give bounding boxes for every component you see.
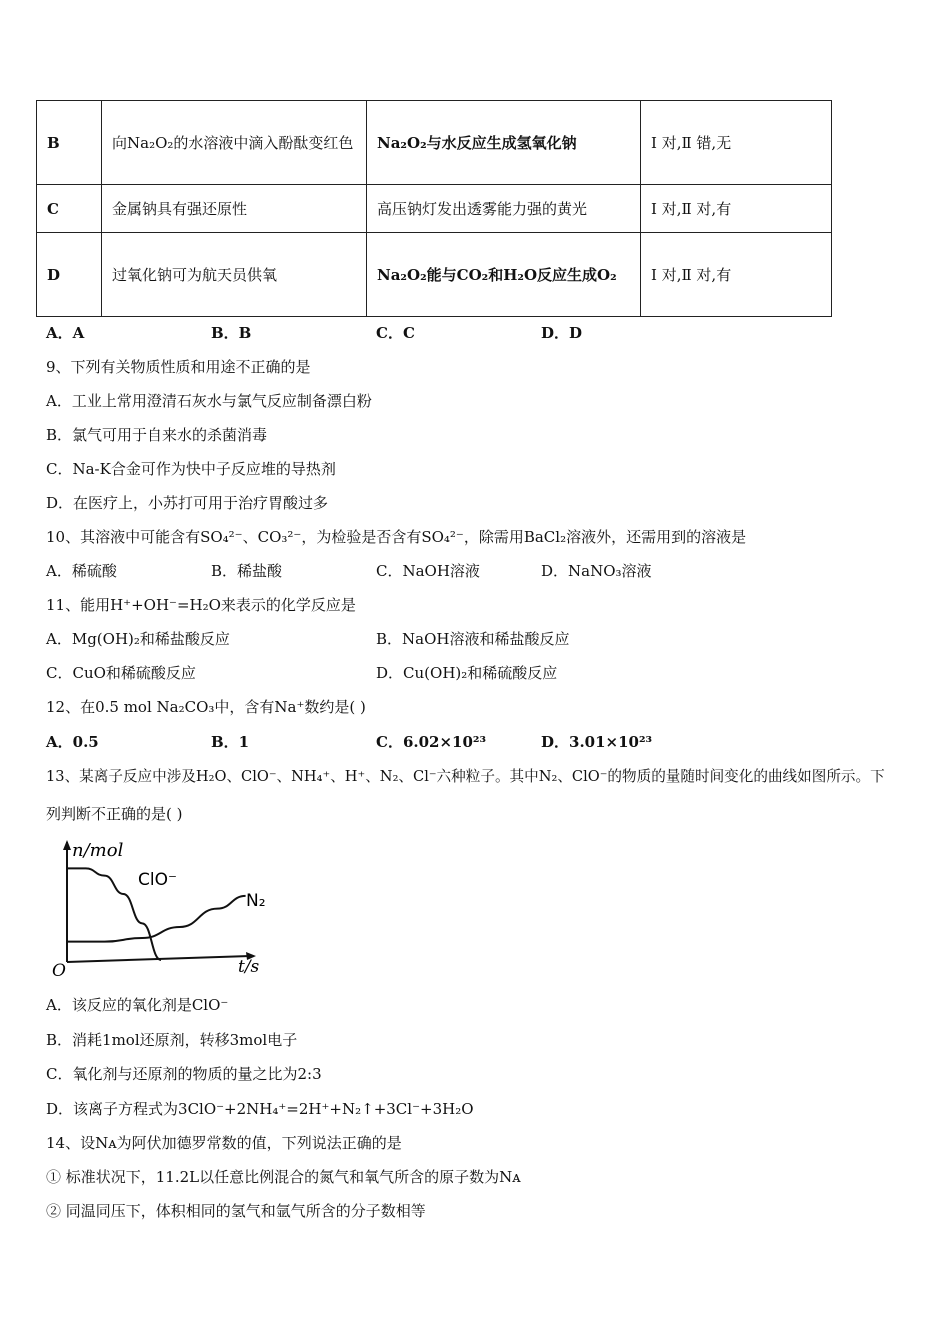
q14-stem: 14、设Nᴀ为阿伏加德罗常数的值，下列说法正确的是 [46, 1134, 402, 1152]
statement-1: 过氧化钠可为航天员供氧 [102, 233, 367, 317]
series-label-clo: ClO⁻ [138, 870, 177, 890]
q9-option-a[interactable]: A．工业上常用澄清石灰水与氯气反应制备漂白粉 [46, 392, 372, 410]
option-c[interactable]: C．6.02×10²³ [376, 733, 487, 751]
option-c[interactable]: C．CuO和稀硫酸反应 [46, 664, 196, 682]
q10-options [46, 560, 652, 581]
q8-options [46, 322, 582, 343]
option-b[interactable]: B．1 [211, 733, 250, 751]
x-axis-label: t/s [238, 957, 260, 977]
q14-item-1: ① 标准状况下，11.2L以任意比例混合的氮气和氧气所含的原子数为Nᴀ [46, 1168, 521, 1186]
judgement: Ⅰ 对,Ⅱ 对,有 [641, 185, 832, 233]
q13-stem-line1: 13、某离子反应中涉及H₂O、ClO⁻、NH₄⁺、H⁺、N₂、Cl⁻六种粒子。其中N₂、ClO⁻的物质的量随时间变化的曲线如图所示。下 [46, 768, 885, 785]
option-b[interactable]: B．稀盐酸 [211, 562, 283, 580]
option-d[interactable]: D．NaNO₃溶液 [541, 562, 652, 580]
row-label: B [37, 101, 102, 185]
q9-option-c[interactable]: C．Na-K合金可作为快中子反应堆的导热剂 [46, 460, 336, 478]
option-c[interactable]: C．NaOH溶液 [376, 562, 480, 580]
answer-table [36, 100, 832, 317]
judgement: Ⅰ 对,Ⅱ 对,有 [641, 233, 832, 317]
table-row [37, 233, 832, 317]
q13-option-c[interactable]: C．氧化剂与还原剂的物质的量之比为2:3 [46, 1065, 322, 1083]
option-a[interactable]: A．A [46, 324, 85, 342]
q11-options-row2 [46, 662, 557, 683]
statement-2: Na₂O₂能与CO₂和H₂O反应生成O₂ [367, 233, 641, 317]
q9-stem: 9、下列有关物质性质和用途不正确的是 [46, 358, 311, 376]
q13-stem-line2: 列判断不正确的是( ) [46, 805, 183, 823]
q12-stem: 12、在0.5 mol Na₂CO₃中，含有Na⁺数约是( ) [46, 698, 366, 716]
option-d[interactable]: D．D [541, 324, 583, 342]
table-row [37, 101, 832, 185]
series-line-n2 [67, 896, 246, 942]
statement-2: 高压钠灯发出透雾能力强的黄光 [367, 185, 641, 233]
n-t-chart [50, 838, 280, 980]
q13-option-d[interactable]: D．该离子方程式为3ClO⁻+2NH₄⁺=2H⁺+N₂↑+3Cl⁻+3H₂O [46, 1100, 474, 1118]
judgement: Ⅰ 对,Ⅱ 错,无 [641, 101, 832, 185]
q9-option-b[interactable]: B．氯气可用于自来水的杀菌消毒 [46, 426, 268, 444]
option-a[interactable]: A．稀硫酸 [46, 562, 117, 580]
y-axis-label: n/mol [72, 840, 124, 861]
row-label: D [37, 233, 102, 317]
option-a[interactable]: A．0.5 [46, 733, 99, 751]
table-row [37, 185, 832, 233]
origin-label: O [52, 961, 66, 980]
q9-option-d[interactable]: D．在医疗上，小苏打可用于治疗胃酸过多 [46, 494, 329, 512]
y-axis-arrow [63, 840, 71, 850]
option-d[interactable]: D．Cu(OH)₂和稀硫酸反应 [376, 664, 558, 682]
row-label: C [37, 185, 102, 233]
q13-option-a[interactable]: A．该反应的氧化剂是ClO⁻ [46, 996, 229, 1014]
option-b[interactable]: B．NaOH溶液和稀盐酸反应 [376, 630, 570, 648]
q11-options-row1 [46, 628, 569, 649]
option-b[interactable]: B．B [211, 324, 252, 342]
series-label-n2: N₂ [246, 891, 266, 911]
q13-option-b[interactable]: B．消耗1mol还原剂，转移3mol电子 [46, 1031, 298, 1049]
q12-options [46, 731, 652, 752]
statement-1: 金属钠具有强还原性 [102, 185, 367, 233]
option-c[interactable]: C．C [376, 324, 415, 342]
q14-item-2: ② 同温同压下，体积相同的氢气和氩气所含的分子数相等 [46, 1202, 426, 1220]
q10-stem: 10、其溶液中可能含有SO₄²⁻、CO₃²⁻，为检验是否含有SO₄²⁻，除需用BaCl₂溶液外，还需用到的溶液是 [46, 528, 747, 546]
statement-1: 向Na₂O₂的水溶液中滴入酚酞变红色 [102, 101, 367, 185]
option-d[interactable]: D．3.01×10²³ [541, 733, 653, 751]
q11-stem: 11、能用H⁺+OH⁻=H₂O来表示的化学反应是 [46, 596, 356, 614]
statement-2: Na₂O₂与水反应生成氢氧化钠 [367, 101, 641, 185]
option-a[interactable]: A．Mg(OH)₂和稀盐酸反应 [46, 630, 230, 648]
